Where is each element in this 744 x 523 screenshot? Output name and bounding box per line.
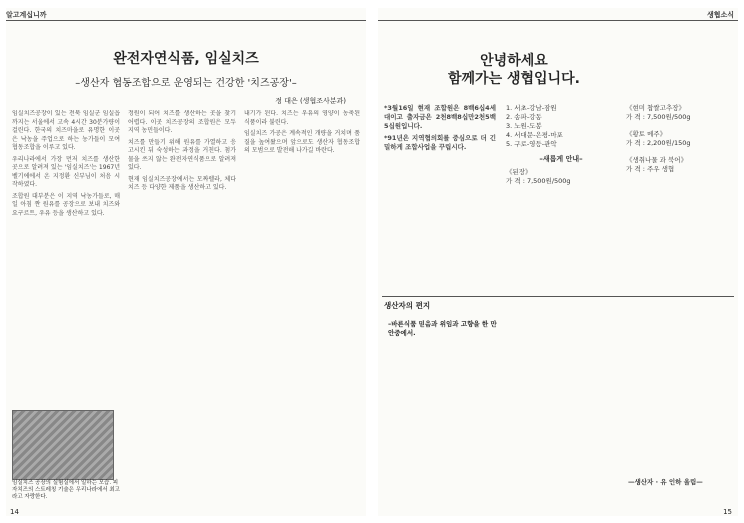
paragraph: 우리나라에서 가장 먼저 치즈를 생산한 곳으로 알려져 있는 '임실치즈'는 1967년 벨기에에서 온 지정환 신부님이 처음 시작하였다. [12,155,120,188]
page-number: 15 [723,508,732,516]
article-column-1 [12,110,120,408]
product-price: 가 격 : 7,500원/500g [626,113,691,121]
photo-caption: 임실치즈 공장의 실험실에서 일하는 모습. 피자치즈의 스트레칭 기술은 우리나라에서 최고라고 자랑한다. [12,480,120,500]
product-name: 《생취나물 과 북어》 [626,156,688,164]
product-list [626,104,734,174]
paragraph: 내기가 된다. 치즈는 우유의 영양이 농축된 식품이라 불린다. [244,110,360,126]
paragraph: 임실치즈공장이 있는 전북 임실군 임실읍까지는 서울에서 고속 4시간 30분가량이 걸린다. 한국의 치즈마을로 유명한 이곳은 낙농을 주업으로 하는 농가들이 모여 협동조합을 이루고 있다. [12,110,120,151]
top-rule [378,20,738,21]
notice-column [384,104,496,290]
top-rule [6,20,366,21]
page-number: 14 [10,508,19,516]
paragraph: 현재 임실치즈공장에서는 모짜렐라, 체다 치즈 등 다양한 제품을 생산하고 있다. [128,175,236,191]
greeting-line-1: 안녕하세요 [480,53,548,69]
region-list [506,104,616,186]
paragraph: 치즈를 만들기 위해 원유를 가열하고 응고시킨 뒤 숙성하는 과정을 거친다. 첨가물을 쓰지 않는 완전자연식품으로 알려져 있다. [128,138,236,171]
paragraph: 조합원 대부분은 이 지역 낙농가들로, 매일 아침 짠 원유를 공장으로 보내 치즈와 요구르트, 우유 등을 생산하고 있다. [12,192,120,217]
section-tag: 생협소식 [706,11,734,19]
greeting-heading [448,52,580,88]
notice-members: *3월16일 현재 조합원은 8백6십4세대이고 출자금은 2천8백8십만2천5백5십원입니다. [384,104,496,130]
list-item: 5. 구로-영등-관악 [506,140,557,148]
list-item: 3. 노원-도봉 [506,122,542,130]
product-name: 《현미 찹쌀고추장》 [626,104,686,112]
list-item: 2. 송파-강동 [506,113,542,121]
article-subtitle: –생산자 협동조합으로 운영되는 건강한 '치즈공장'– [75,78,297,89]
cheese-lab-photo [12,410,114,480]
product-price: 가 격 : 주우 생협 [626,165,675,173]
paragraph: 정원이 되어 치즈를 생산하는 곳을 찾기 어렵다. 이곳 치즈공장의 조합원은 모두 지역 농민들이다. [128,110,236,134]
article-column-2 [128,110,236,500]
product-name: 《황토 메주》 [626,130,667,138]
producer-signature: —생산자 · 유 인하 올림— [628,478,703,486]
producer-letter-title: 생산자의 편지 [384,301,431,310]
product-price: 가 격 : 7,500원/500g [506,177,571,185]
greeting-line-2: 함께가는 생협입니다. [448,71,580,87]
right-page [378,8,738,516]
producer-letter-subtitle: –바른식품 믿음과 위임과 고향을 한 만 안중에서. [388,320,497,337]
product-name: 《된장》 [506,168,532,176]
left-page [6,8,366,516]
paragraph: 임실치즈 가공은 계속적인 개량을 거치며 품질을 높여왔으며 앞으로도 생산자 협동조합의 모범으로 발전해 나가길 바란다. [244,130,360,154]
product-heading: –새롭게 안내– [539,155,583,163]
article-column-3 [244,110,360,500]
list-item: 4. 서대문-은평-마포 [506,131,563,139]
product-price: 가 격 : 2,200원/150g [626,139,691,147]
article-title: 완전자연식품, 임실치즈 [113,51,259,67]
byline: 정 대은 (생협조사분과) [275,97,346,105]
section-tag: 알고계십니까 [6,11,47,19]
notice-council: *91년은 지역협의회를 중심으로 더 긴밀하게 조합사업을 꾸립시다. [384,134,496,151]
list-item: 1. 서초-강남-잠원 [506,104,557,112]
